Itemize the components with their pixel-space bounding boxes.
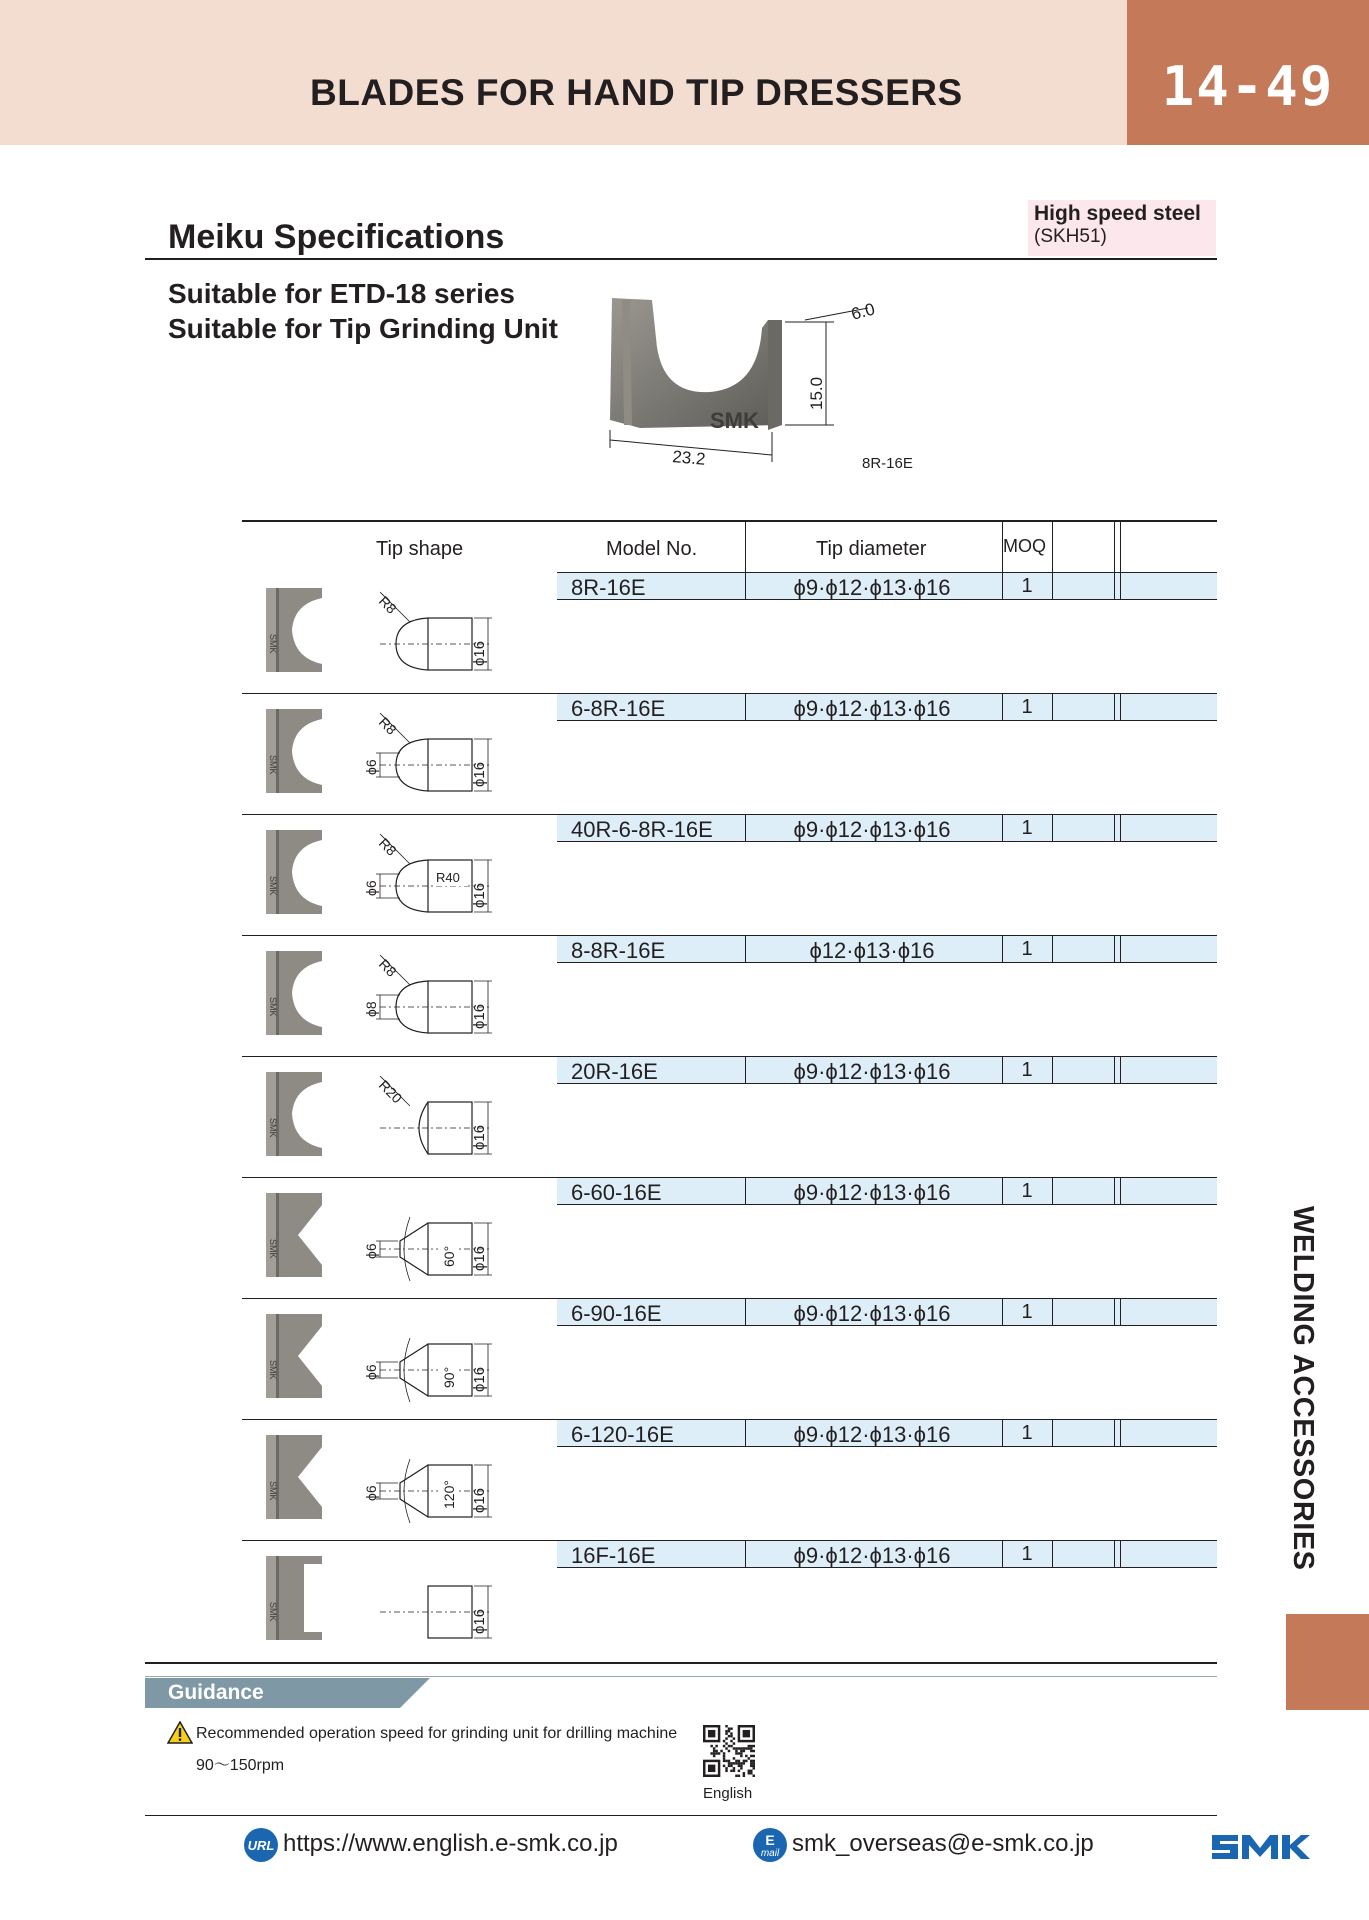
angle-label: 60° xyxy=(441,1245,457,1267)
table-row xyxy=(242,935,1217,1056)
page-number-box xyxy=(1127,0,1369,145)
svg-text:SMK: SMK xyxy=(268,634,278,654)
dim-diameter: ϕ16 xyxy=(471,761,488,787)
cell-divider xyxy=(1114,1177,1115,1205)
cell-divider xyxy=(1052,814,1053,842)
cell-divider xyxy=(1002,1540,1003,1568)
cell-divider xyxy=(1114,572,1115,600)
tip-shape-diagram xyxy=(340,1308,500,1413)
svg-text:SMK: SMK xyxy=(268,1602,278,1622)
cell-divider xyxy=(745,1540,746,1568)
dim-diameter: ϕ16 xyxy=(471,640,488,666)
tip-diameter: ϕ12·ϕ13·ϕ16 xyxy=(809,938,935,963)
radius-label: R8 xyxy=(375,955,400,980)
cell-divider xyxy=(1052,1298,1053,1326)
cell-divider xyxy=(745,935,746,963)
tip-diameter: ϕ9·ϕ12·ϕ13·ϕ16 xyxy=(793,1180,951,1205)
model-number: 6-60-16E xyxy=(571,1180,662,1205)
qr-label: English xyxy=(703,1785,753,1802)
angle-label: 120° xyxy=(441,1480,457,1509)
moq-value: 1 xyxy=(1021,575,1033,597)
table-row xyxy=(242,1056,1217,1177)
tip-diameter-label: ϕ6 xyxy=(363,1485,379,1501)
svg-text:SMK: SMK xyxy=(268,1481,278,1501)
cell-divider xyxy=(1120,1419,1121,1447)
radius-label: R8 xyxy=(375,834,400,859)
dim-diameter: ϕ16 xyxy=(471,1245,488,1271)
guidance-speed: 90～150rpm xyxy=(196,1757,285,1774)
header-divider xyxy=(1114,522,1115,572)
table-row xyxy=(242,814,1217,935)
cell-divider xyxy=(1052,1540,1053,1568)
tip-shape-diagram xyxy=(340,945,500,1050)
cell-divider xyxy=(745,1056,746,1084)
cell-divider xyxy=(1052,1177,1053,1205)
svg-text:E: E xyxy=(765,1832,775,1848)
blade-thumbnail xyxy=(264,707,322,795)
dim-diameter: ϕ16 xyxy=(471,1366,488,1392)
cell-divider xyxy=(1002,814,1003,842)
header-model-no: Model No. xyxy=(606,538,698,560)
cell-divider xyxy=(1120,693,1121,721)
tip-diameter: ϕ9·ϕ12·ϕ13·ϕ16 xyxy=(793,1422,951,1447)
cell-divider xyxy=(1120,1056,1121,1084)
blade-thumbnail xyxy=(264,1554,322,1642)
tip-diameter-label: ϕ6 xyxy=(363,759,379,775)
moq-value: 1 xyxy=(1021,696,1033,718)
table-row xyxy=(242,1298,1217,1419)
warning-icon xyxy=(167,1721,193,1744)
cell-divider xyxy=(1052,693,1053,721)
dim-diameter: ϕ16 xyxy=(471,1124,488,1150)
svg-text:mail: mail xyxy=(760,1848,780,1859)
url-icon xyxy=(243,1827,279,1863)
tip-diameter: ϕ9·ϕ12·ϕ13·ϕ16 xyxy=(793,1543,951,1568)
header-divider xyxy=(1052,522,1053,572)
suitability-line-2: Suitable for Tip Grinding Unit xyxy=(168,313,558,344)
moq-value: 1 xyxy=(1021,1059,1033,1081)
tip-shape-diagram xyxy=(340,1066,500,1171)
website-link[interactable]: https://www.english.e-smk.co.jp xyxy=(283,1830,618,1857)
section-title: Meiku Specifications xyxy=(168,218,505,256)
cell-divider xyxy=(1120,814,1121,842)
model-number: 16F-16E xyxy=(571,1543,656,1568)
svg-text:SMK: SMK xyxy=(268,1118,278,1138)
model-number: 6-90-16E xyxy=(571,1301,662,1326)
cell-divider xyxy=(1120,935,1121,963)
model-number: 8R-16E xyxy=(571,575,646,600)
tip-shape-diagram xyxy=(340,1550,500,1655)
cell-divider xyxy=(1114,1298,1115,1326)
tip-diameter: ϕ9·ϕ12·ϕ13·ϕ16 xyxy=(793,817,951,842)
table-bottom-rule xyxy=(145,1662,1217,1664)
footer-rule xyxy=(145,1815,1217,1816)
moq-value: 1 xyxy=(1021,1180,1033,1202)
tip-diameter: ϕ9·ϕ12·ϕ13·ϕ16 xyxy=(793,1301,951,1326)
cell-divider xyxy=(745,693,746,721)
side-category-label: WELDING ACCESSORIES xyxy=(1287,1206,1319,1571)
table-row xyxy=(242,572,1217,693)
radius-40-label: R40 xyxy=(436,870,460,885)
cell-divider xyxy=(1002,1056,1003,1084)
header-tip-diameter: Tip diameter xyxy=(816,538,927,560)
cell-divider xyxy=(1052,572,1053,600)
email-link[interactable]: smk_overseas@e-smk.co.jp xyxy=(792,1830,1094,1857)
blade-thumbnail xyxy=(264,1070,322,1158)
header-band xyxy=(0,0,1127,145)
cell-divider xyxy=(1002,935,1003,963)
header-divider xyxy=(745,522,746,572)
dim-diameter: ϕ16 xyxy=(471,1608,488,1634)
radius-label: R20 xyxy=(375,1076,406,1107)
model-number: 6-120-16E xyxy=(571,1422,674,1447)
tip-shape-diagram xyxy=(340,1429,500,1534)
cell-divider xyxy=(745,572,746,600)
guidance-rule xyxy=(145,1676,1217,1677)
blade-thumbnail xyxy=(264,949,322,1037)
tip-diameter-label: ϕ8 xyxy=(363,1001,379,1017)
model-number: 20R-16E xyxy=(571,1059,658,1084)
table-row xyxy=(242,693,1217,814)
cell-divider xyxy=(1114,693,1115,721)
product-logo: SMK xyxy=(710,408,759,433)
blade-thumbnail xyxy=(264,1433,322,1521)
tip-shape-diagram xyxy=(340,703,500,808)
header-tip-shape: Tip shape xyxy=(376,538,464,560)
cell-divider xyxy=(745,1419,746,1447)
mail-icon xyxy=(752,1825,788,1863)
cell-divider xyxy=(1002,1298,1003,1326)
radius-label: R8 xyxy=(375,713,400,738)
tip-diameter-label: ϕ6 xyxy=(363,880,379,896)
cell-divider xyxy=(745,814,746,842)
moq-value: 1 xyxy=(1021,938,1033,960)
side-tab xyxy=(1286,1614,1369,1710)
moq-value: 1 xyxy=(1021,817,1033,839)
header-moq: MOQ xyxy=(1003,536,1046,556)
svg-text:SMK: SMK xyxy=(268,1360,278,1380)
dim-diameter: ϕ16 xyxy=(471,1003,488,1029)
cell-divider xyxy=(1002,1419,1003,1447)
svg-text:URL: URL xyxy=(247,1838,275,1853)
angle-label: 90° xyxy=(441,1366,457,1388)
material-grade: (SKH51) xyxy=(1034,226,1107,247)
dim-thickness: 6.0 xyxy=(849,299,877,324)
section-divider xyxy=(145,258,1217,260)
guidance-text: Recommended operation speed for grinding unit for drilling machine xyxy=(196,1725,678,1742)
tip-diameter: ϕ9·ϕ12·ϕ13·ϕ16 xyxy=(793,696,951,721)
cell-divider xyxy=(1114,935,1115,963)
model-number: 40R-6-8R-16E xyxy=(571,817,713,842)
blade-thumbnail xyxy=(264,828,322,916)
cell-divider xyxy=(745,1177,746,1205)
cell-divider xyxy=(1120,1540,1121,1568)
cell-divider xyxy=(1114,1540,1115,1568)
guidance-label: Guidance xyxy=(168,1681,264,1704)
tip-diameter: ϕ9·ϕ12·ϕ13·ϕ16 xyxy=(793,575,951,600)
cell-divider xyxy=(1114,1419,1115,1447)
cell-divider xyxy=(1120,1298,1121,1326)
material-name: High speed steel xyxy=(1034,202,1201,225)
svg-text:SMK: SMK xyxy=(268,755,278,775)
blade-thumbnail xyxy=(264,586,322,674)
table-row xyxy=(242,1177,1217,1298)
cell-divider xyxy=(1052,1419,1053,1447)
header-divider xyxy=(1120,522,1121,572)
product-caption: 8R-16E xyxy=(862,455,913,472)
moq-value: 1 xyxy=(1021,1543,1033,1565)
cell-divider xyxy=(1114,1056,1115,1084)
tip-diameter-label: ϕ6 xyxy=(363,1243,379,1259)
material-badge xyxy=(1028,200,1216,256)
cell-divider xyxy=(1002,693,1003,721)
model-number: 8-8R-16E xyxy=(571,938,666,963)
tip-diameter-label: ϕ6 xyxy=(363,1364,379,1380)
cell-divider xyxy=(1120,572,1121,600)
dim-width: 23.2 xyxy=(671,447,707,469)
header-divider xyxy=(1002,522,1003,572)
model-number: 6-8R-16E xyxy=(571,696,666,721)
moq-value: 1 xyxy=(1021,1422,1033,1444)
cell-divider xyxy=(1120,1177,1121,1205)
cell-divider xyxy=(1114,814,1115,842)
table-top-rule xyxy=(242,520,1217,522)
tip-shape-diagram xyxy=(340,582,500,687)
cell-divider xyxy=(1052,1056,1053,1084)
tip-shape-diagram xyxy=(340,1187,500,1292)
suitability-line-1: Suitable for ETD-18 series xyxy=(168,278,516,309)
dim-height: 15.0 xyxy=(807,376,826,410)
page-title: BLADES FOR HAND TIP DRESSERS xyxy=(310,72,963,113)
svg-text:SMK: SMK xyxy=(268,876,278,896)
moq-value: 1 xyxy=(1021,1301,1033,1323)
radius-label: R8 xyxy=(375,592,400,617)
table-row xyxy=(242,1419,1217,1540)
svg-text:SMK: SMK xyxy=(268,997,278,1017)
blade-thumbnail xyxy=(264,1191,322,1279)
cell-divider xyxy=(745,1298,746,1326)
cell-divider xyxy=(1002,572,1003,600)
page-number: 14-49 xyxy=(1161,55,1335,118)
table-row xyxy=(242,1540,1217,1661)
svg-text:SMK: SMK xyxy=(268,1239,278,1259)
tip-diameter: ϕ9·ϕ12·ϕ13·ϕ16 xyxy=(793,1059,951,1084)
company-logo xyxy=(1208,1830,1312,1864)
blade-thumbnail xyxy=(264,1312,322,1400)
dim-diameter: ϕ16 xyxy=(471,882,488,908)
cell-divider xyxy=(1052,935,1053,963)
qr-code[interactable] xyxy=(703,1725,755,1777)
tip-shape-diagram xyxy=(340,824,500,929)
cell-divider xyxy=(1002,1177,1003,1205)
dim-diameter: ϕ16 xyxy=(471,1487,488,1513)
